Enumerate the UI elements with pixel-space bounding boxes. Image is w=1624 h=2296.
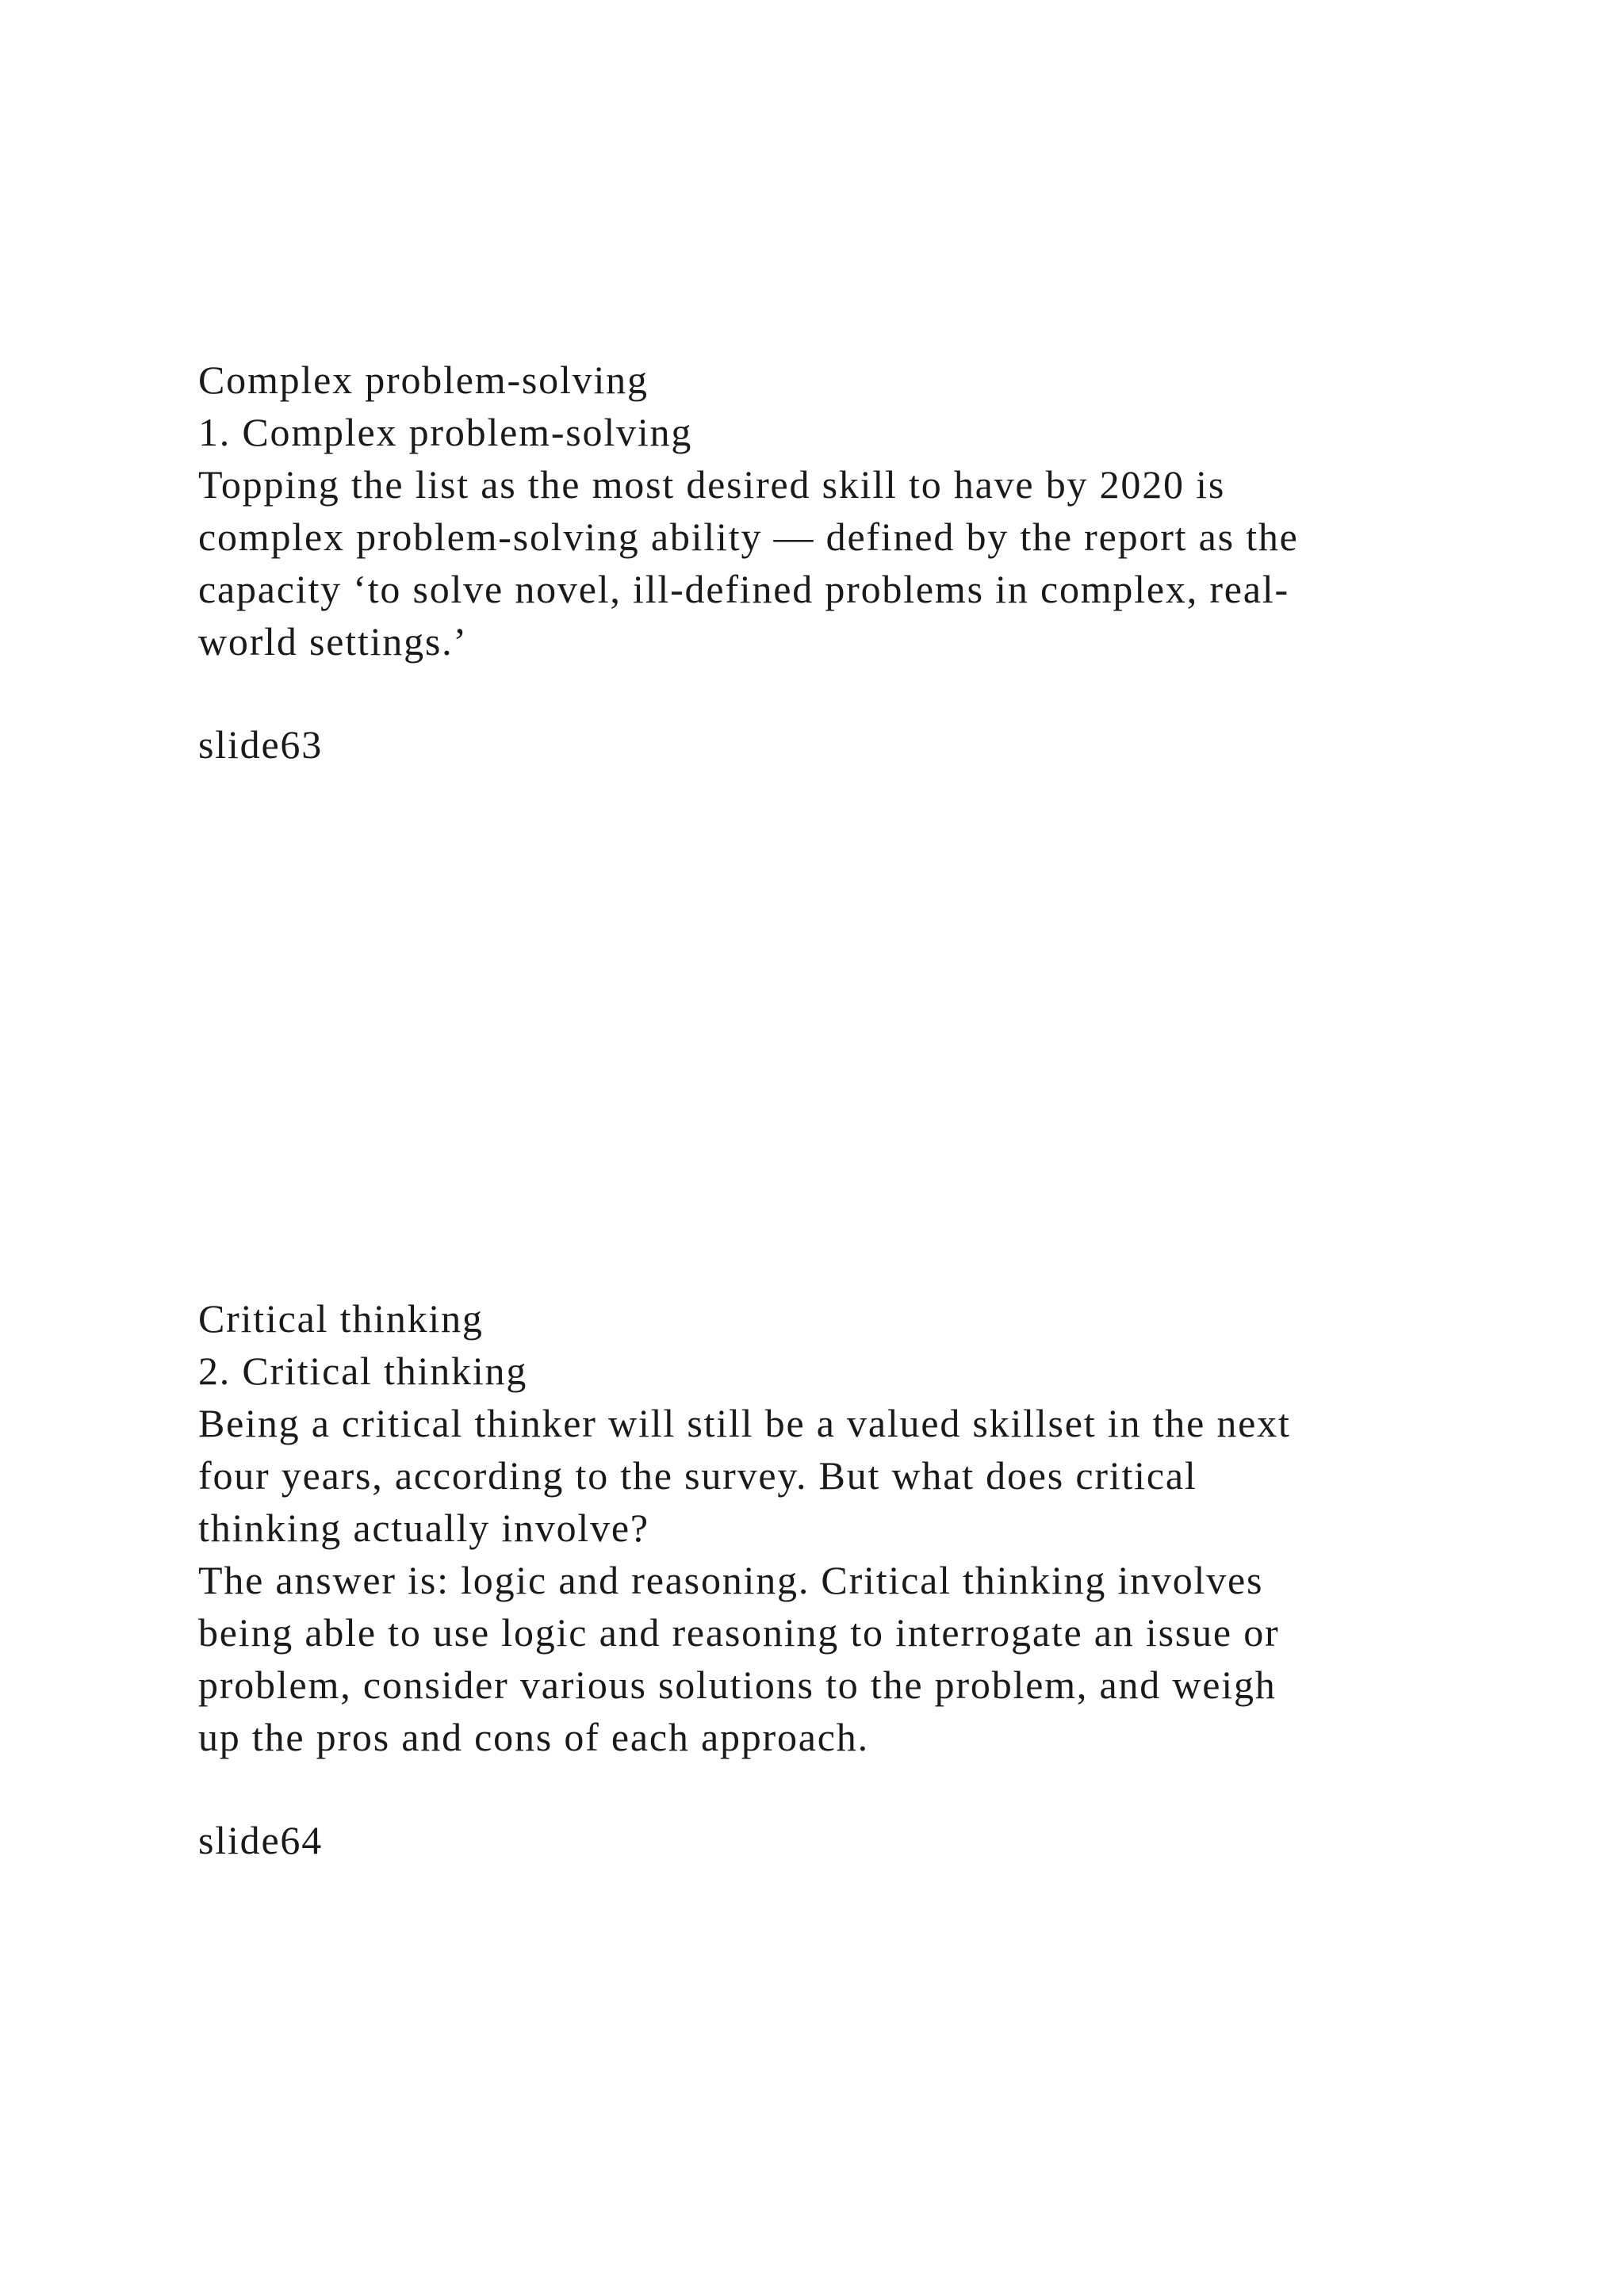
slide-label: slide63 — [198, 722, 324, 767]
body-line: complex problem-solving ability — defined by the report as the — [198, 515, 1299, 559]
slide-label-container — [198, 718, 1467, 771]
body-line: up the pros and cons of each approach. — [198, 1715, 869, 1759]
body-line: world settings.’ — [198, 619, 468, 664]
section-complex-problem-solving — [198, 354, 1467, 668]
section-subheading: 1. Complex problem-solving — [198, 410, 693, 454]
body-line: problem, consider various solutions to the problem, and weigh — [198, 1663, 1277, 1707]
body-line: four years, according to the survey. But what does critical — [198, 1453, 1197, 1498]
slide-label-container — [198, 1814, 1467, 1866]
body-line: being able to use logic and reasoning to interrogate an issue or — [198, 1610, 1280, 1655]
body-line: thinking actually involve? — [198, 1506, 649, 1550]
body-line: capacity ‘to solve novel, ill-defined problems in complex, real- — [198, 567, 1289, 611]
body-line: Being a critical thinker will still be a valued skillset in the next — [198, 1401, 1291, 1445]
slide-label: slide64 — [198, 1818, 324, 1862]
section-heading: Critical thinking — [198, 1296, 484, 1341]
body-line: The answer is: logic and reasoning. Critical thinking involves — [198, 1558, 1264, 1602]
section-critical-thinking — [198, 1292, 1467, 1763]
body-line: Topping the list as the most desired skill to have by 2020 is — [198, 462, 1226, 507]
section-subheading: 2. Critical thinking — [198, 1349, 528, 1393]
section-heading: Complex problem-solving — [198, 358, 649, 402]
